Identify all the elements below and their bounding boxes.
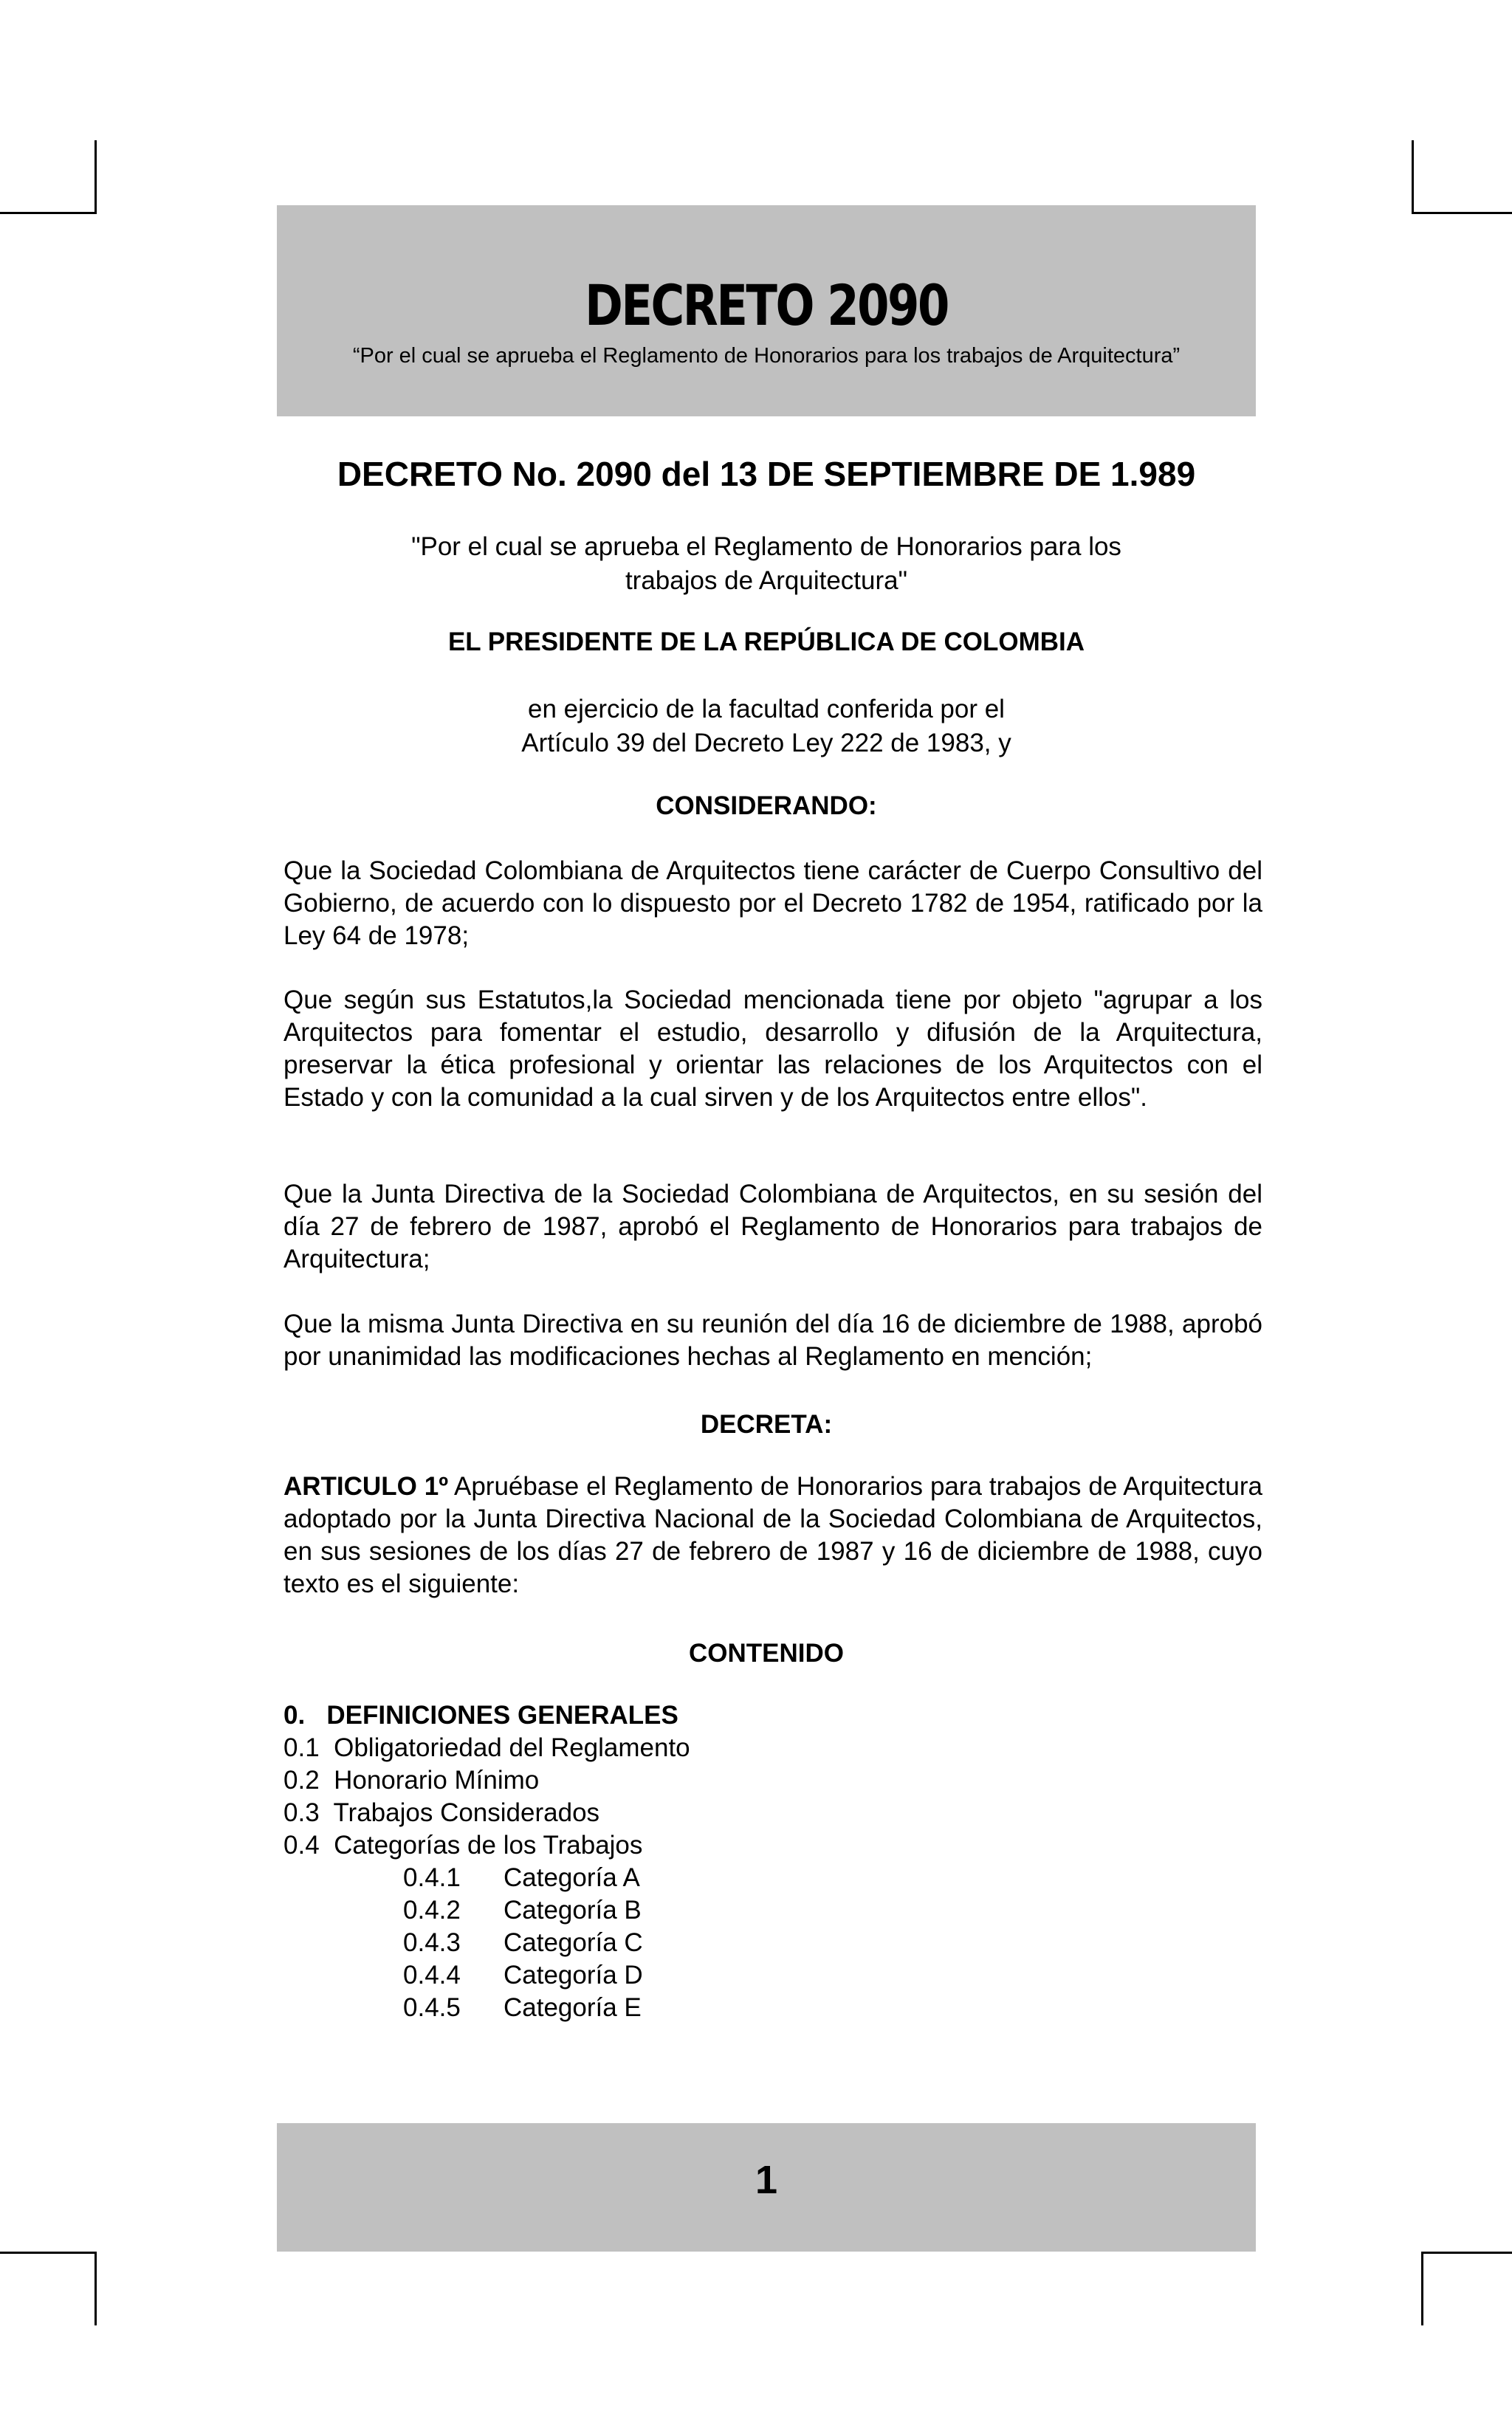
toc-item: 0.1 Obligatoriedad del Reglamento <box>284 1733 690 1762</box>
crop-mark-bottom-left <box>94 2252 97 2325</box>
toc-subitem-label: Categoría D <box>504 1961 643 1990</box>
toc-subitem-label: Categoría C <box>504 1928 643 1957</box>
decreta-heading: DECRETA: <box>700 1410 833 1439</box>
toc-subitem-label: Categoría B <box>504 1896 642 1925</box>
crop-mark-top-right <box>1412 212 1512 214</box>
paragraph: Que la misma Junta Directiva en su reunión del día 16 de diciembre de 1988, aprobó por unanimidad las modificaciones hechas al Reglamento en mención; <box>284 1310 1262 1371</box>
exercise-line: Artículo 39 del Decreto Ley 222 de 1983, y <box>521 729 1011 758</box>
footer-banner <box>277 2123 1256 2252</box>
toc-item: 0.3 Trabajos Considerados <box>284 1798 600 1827</box>
toc-subitem-label: Categoría E <box>504 1993 642 2022</box>
toc-subitem <box>284 1927 690 1959</box>
toc-subitem-number: 0.4.4 <box>403 1961 461 1990</box>
header-banner <box>277 205 1256 416</box>
toc-subitem <box>284 1862 690 1894</box>
crop-mark-top-left <box>0 212 97 214</box>
crop-mark-bottom-left <box>0 2252 97 2254</box>
paragraph: Que la Sociedad Colombiana de Arquitectos tiene carácter de Cuerpo Consultivo del Gobierno, de acuerdo con lo dispuesto por el Decreto 1782 de 1954, ratificado por la Ley 64 de 1978; <box>284 856 1262 950</box>
toc-subitem <box>284 1992 690 2024</box>
crop-mark-top-left <box>94 140 97 214</box>
toc-subitem-label: Categoría A <box>504 1863 640 1892</box>
header-subtitle: “Por el cual se aprueba el Reglamento de Honorarios para los trabajos de Arquitectura” <box>352 344 1181 368</box>
decree-subtitle-line: "Por el cual se aprueba el Reglamento de Honorarios para los <box>411 532 1121 561</box>
toc-subitem-number: 0.4.1 <box>403 1863 461 1892</box>
contenido-heading: CONTENIDO <box>689 1639 844 1668</box>
considerando-heading: CONSIDERANDO: <box>656 791 877 820</box>
decree-title: DECRETO No. 2090 del 13 DE SEPTIEMBRE DE 1.989 <box>337 455 1196 493</box>
toc-item: 0.4 Categorías de los Trabajos <box>284 1831 643 1860</box>
toc-subitem-number: 0.4.5 <box>403 1993 461 2022</box>
exercise-text <box>277 692 1256 760</box>
paragraph: Que según sus Estatutos,la Sociedad mencionada tiene por objeto "agrupar a los Arquitectos para fomentar el estudio, desarrollo y difusión de la Arquitectura, preservar la ética profesional y orientar las relaciones de los Arquitectos con el Estado y con la comunidad a la cual sirven y de los Arquitectos entre ellos". <box>284 986 1262 1112</box>
article-text: Apruébase el Reglamento de Honorarios para trabajos de Arquitectura adoptado por la Junta Directiva Nacional de la Sociedad Colombiana de Arquitectos, en sus sesiones de los días 27 de febrero de 1987 y 16 de diciembre de 1988, cuyo texto es el siguiente: <box>284 1472 1262 1598</box>
crop-mark-top-right <box>1412 140 1414 214</box>
table-of-contents <box>284 1699 690 2024</box>
toc-section-heading: 0. DEFINICIONES GENERALES <box>284 1701 678 1730</box>
toc-subitem-number: 0.4.3 <box>403 1928 461 1957</box>
crop-mark-bottom-right <box>1421 2252 1512 2254</box>
page-number: 1 <box>755 2158 778 2202</box>
header-title: DECRETO 2090 <box>585 272 948 338</box>
toc-item: 0.2 Honorario Mínimo <box>284 1766 540 1795</box>
paragraph: Que la Junta Directiva de la Sociedad Colombiana de Arquitectos, en su sesión del día 27 de febrero de 1987, aprobó el Reglamento de Honorarios para trabajos de Arquitectura; <box>284 1180 1262 1273</box>
crop-mark-bottom-right <box>1421 2252 1423 2325</box>
toc-subitem <box>284 1894 690 1927</box>
exercise-line: en ejercicio de la facultad conferida por el <box>528 695 1005 723</box>
toc-subitem <box>284 1959 690 1992</box>
article-label: ARTICULO 1º <box>284 1472 448 1501</box>
decree-subtitle-line: trabajos de Arquitectura" <box>625 566 908 596</box>
article-1 <box>284 1471 1262 1600</box>
decree-subtitle <box>277 530 1256 598</box>
president-heading: EL PRESIDENTE DE LA REPÚBLICA DE COLOMBIA <box>447 627 1085 656</box>
toc-subitem-number: 0.4.2 <box>403 1896 461 1925</box>
